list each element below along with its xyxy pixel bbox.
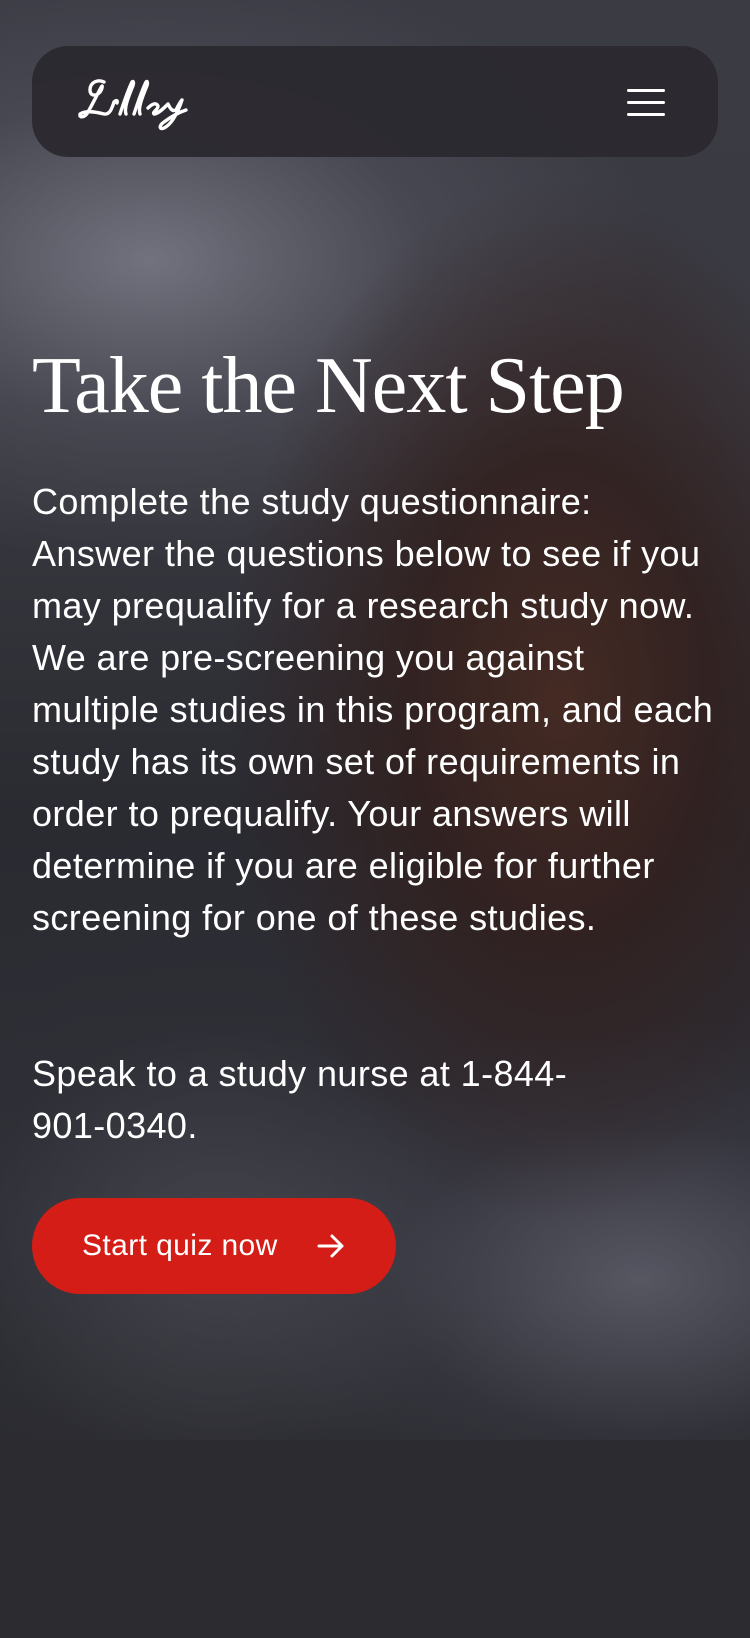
phone-number-link[interactable]: 1-844-901-0340 bbox=[32, 1053, 568, 1146]
hero-description: Complete the study questionnaire: Answer the questions below to see if you may prequalify for a research study now. We are pre-screening you against multiple studies in this program, and each study has its own set of requirements in order to prequalify. Your answers will determine if you are eligible for further screening for one of these studies. bbox=[32, 481, 714, 938]
start-quiz-label: Start quiz now bbox=[82, 1229, 278, 1262]
menu-bar-top bbox=[627, 89, 665, 92]
contact-suffix: . bbox=[187, 1105, 198, 1146]
hero-bottom-band bbox=[0, 1440, 750, 1638]
arrow-right-icon bbox=[316, 1232, 346, 1260]
contact-line bbox=[32, 1048, 632, 1152]
menu-bar-bottom bbox=[627, 113, 665, 116]
start-quiz-button[interactable] bbox=[32, 1198, 396, 1294]
contact-prefix: Speak to a study nurse at bbox=[32, 1053, 461, 1094]
page-title: Take the Next Step bbox=[32, 342, 624, 430]
menu-bar-middle bbox=[627, 101, 665, 104]
lilly-logo[interactable] bbox=[78, 72, 188, 132]
hamburger-menu-icon[interactable] bbox=[618, 80, 674, 124]
